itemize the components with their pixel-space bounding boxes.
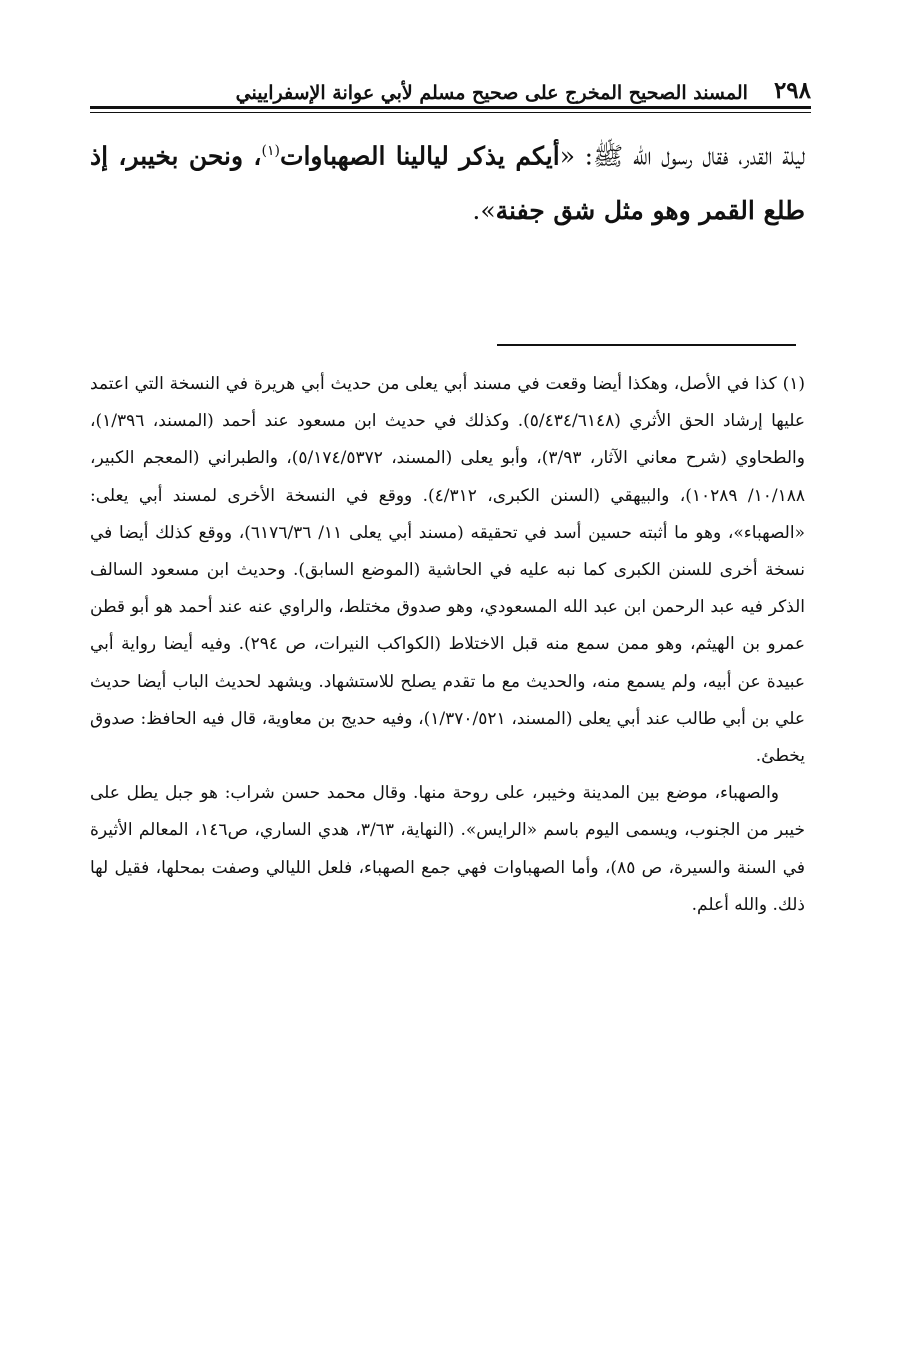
header-rule-thick (90, 106, 811, 109)
hadith-quote-part2: ، ونحن بخيبر، إذ طلع القمر وهو مثل شق جفنة (90, 141, 805, 226)
hadith-quote-part1: أيكم يذكر ليالينا الصهباوات (279, 141, 560, 171)
footnote-1-continuation: والصهباء، موضع بين المدينة وخيبر، على روحة منها. وقال محمد حسن شراب: هو جبل يطل على خيبر من الجنوب، ويسمى اليوم باسم «الرايس». (النهاية، ٣/٦٣، هدي الساري، ص١٤٦، المعالم الأثيرة في السنة والسيرة، ص ٨٥)، وأما الصهباوات فهي جمع الصهباء، فلعل الليالي وصفت بمحلها، فقيل لها ذلك. والله أعلم. (90, 783, 805, 915)
footnotes (90, 366, 805, 924)
main-text-intro: ليلة القدر، فقال رسول الله ﷺ: « (559, 141, 805, 171)
footnote-separator (497, 344, 796, 346)
main-text (90, 124, 805, 238)
running-title: المسند الصحيح المخرج على صحيح مسلم لأبي عوانة الإسفراييني (235, 82, 748, 104)
page-header (90, 70, 811, 104)
header-rule-thin (90, 112, 811, 113)
quote-close: ». (472, 196, 496, 226)
footnote-ref: (١) (261, 143, 280, 159)
page-number: ٢٩٨ (773, 77, 811, 104)
footnote-1: (١) كذا في الأصل، وهكذا أيضا وقعت في مسند أبي يعلى من حديث أبي هريرة في النسخة التي اعتمد عليها إرشاد الحق الأثري (٥/٤٣٤/٦١٤٨). وكذلك في حديث ابن مسعود عند أحمد (المسند، ١/٣٩٦)، والطحاوي (شرح معاني الآثار، ٣/٩٣)، وأبو يعلى (المسند، ٥/١٧٤/٥٣٧٢)، والطبراني (المعجم الكبير، ١٠/١٨٨/ ١٠٢٨٩)، والبيهقي (السنن الكبرى، ٤/٣١٢). ووقع في النسخة الأخرى لمسند أبي يعلى: «الصهباء»، وهو ما أثبته حسين أسد في تحقيقه (مسند أبي يعلى ١١/ ٦١٧٦/٣٦)، ووقع كذلك أيضا في نسخة أخرى للسنن الكبرى كما نبه عليه في الحاشية (الموضع السابق). وحديث ابن مسعود السالف الذكر فيه عبد الرحمن ابن عبد الله المسعودي، وهو صدوق مختلط، والراوي عنه عند أحمد هو أبو قطن عمرو بن الهيثم، وهو ممن سمع منه قبل الاختلاط (الكواكب النيرات، ص ٢٩٤). وفيه أيضا رواية أبي عبيدة عن أبيه، ولم يسمع منه، والحديث مع ما تقدم يصلح للاستشهاد. ويشهد لحديث الباب أيضا حديث علي بن أبي طالب عند أبي يعلى (المسند، ١/٣٧٠/٥٢١)، وفيه حديج بن معاوية، قال فيه الحافظ: صدوق يخطئ. (90, 374, 805, 767)
